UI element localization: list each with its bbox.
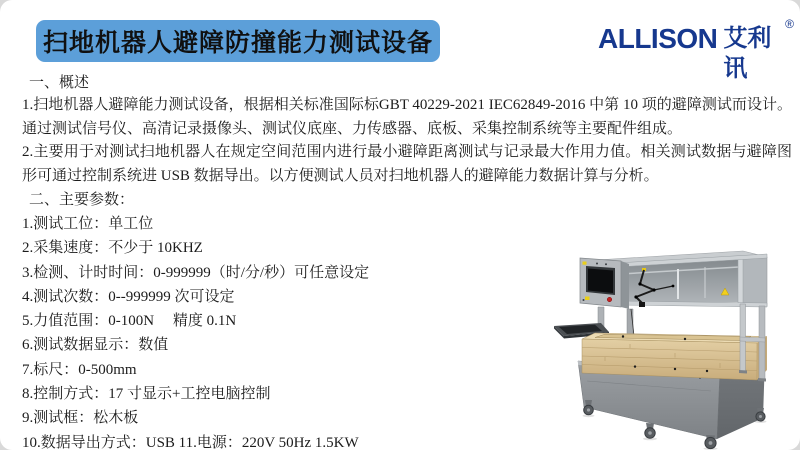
overview-heading: 一、概述 <box>29 75 90 91</box>
parameter-item: 6.测试数据显示：数值 <box>22 337 169 354</box>
overview-paragraph: 1.扫地机器人避障能力测试设备，根据相关标准国际标GBT 40229-2021 IEC62849-2016 中第 10 项的避障测试而设计。通过测试信号仪、高清记录摄像头、测试仪底座、力传感器、底板、采集控制系统等主要配件组成。 <box>22 97 792 137</box>
parameter-item: 5.力值范围：0-100N 精度 0.1N <box>22 313 237 330</box>
product-title-banner <box>36 20 440 62</box>
page-title: 扫地机器人避障防撞能力测试设备 <box>42 30 433 57</box>
equipment-illustration <box>535 240 800 450</box>
parameter-item: 3.检测、计时时间：0-999999（时/分/秒）可任意设定 <box>22 264 370 281</box>
parameters-heading: 二、主要参数： <box>29 192 135 208</box>
camera-icon <box>639 302 645 307</box>
brand-logo-latin: ALLISON <box>598 23 718 54</box>
registered-trademark-icon: ® <box>785 17 794 31</box>
parameter-item: 1.测试工位：单工位 <box>22 216 154 232</box>
display-screen <box>588 269 613 294</box>
parameter-item: 7.标尺：0-500mm <box>22 361 137 378</box>
parameter-item: 8.控制方式：17 寸显示+工控电脑控制 <box>22 386 271 403</box>
emergency-stop-button <box>607 297 612 302</box>
equipment-photo <box>535 240 800 450</box>
parameter-item: 10.数据导出方式：USB 11.电源：220V 50Hz 1.5KW <box>22 434 359 450</box>
control-panel <box>580 258 629 309</box>
overview-paragraph: 2.主要用于对测试扫地机器人在规定空间范围内进行最小避障距离测试与记录最大作用力值。相关测试数据与避障图形可通过控制系统进 USB 数据导出。以方便测试人员对扫地机器人的避障能力数据计算与分析。 <box>22 144 792 184</box>
parameter-item: 2.采集速度：不少于 10KHZ <box>22 240 203 257</box>
parameter-item: 9.测试框：松木板 <box>22 410 139 427</box>
parameter-item: 4.测试次数：0--999999 次可设定 <box>22 288 235 305</box>
brand-logo-cjk: 艾利讯 <box>723 25 772 82</box>
